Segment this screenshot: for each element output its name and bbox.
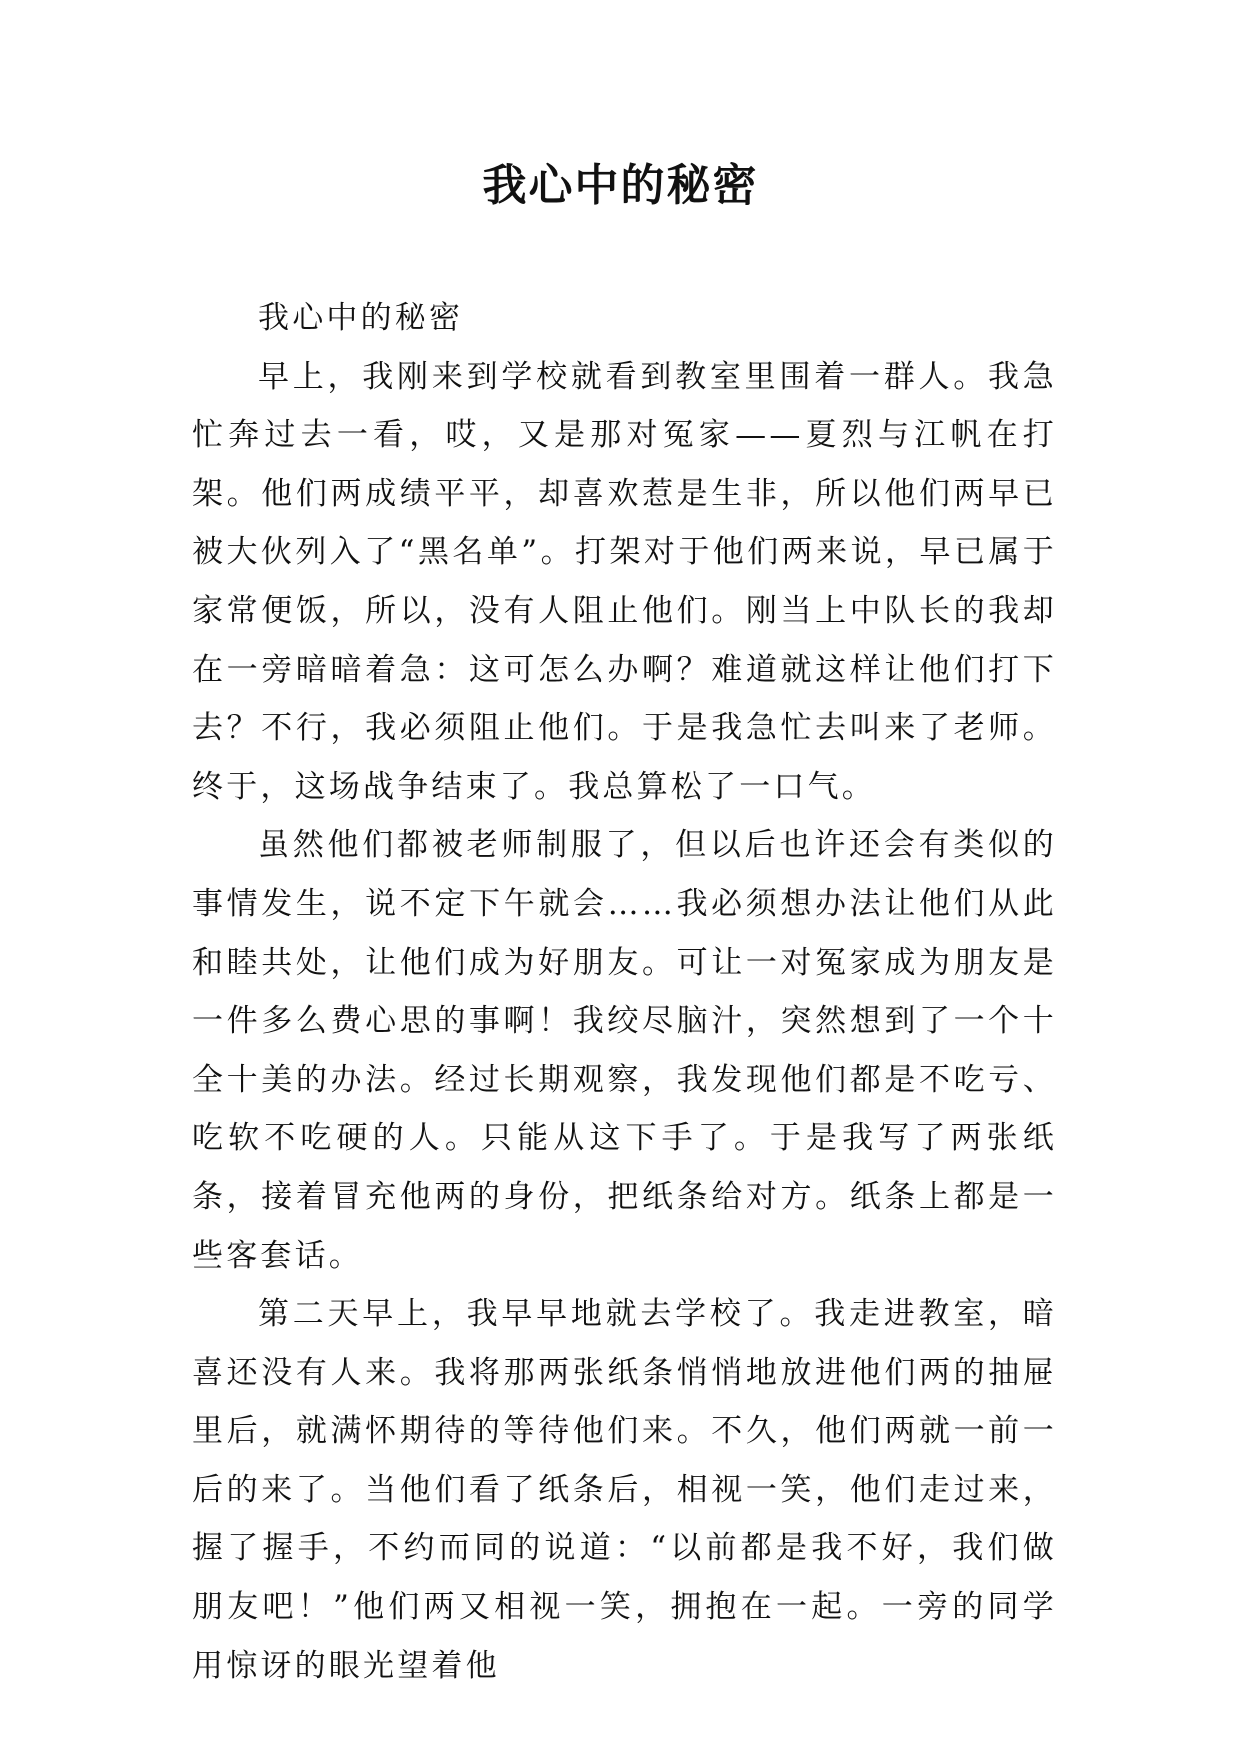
paragraph-subtitle: 我心中的秘密	[258, 300, 464, 336]
page-title: 我心中的秘密	[482, 160, 759, 211]
paragraph-next-day: 第二天早上，我早早地就去学校了。我走进教室，暗喜还没有人来。我将那两张纸条悄悄地放进他们两的抽屉里后，就满怀期待的等待他们来。不久，他们两就一前一后的来了。当他们看了纸条后，相视一笑，他们走过来，握了握手，不约而同的说道：“以前都是我不好，我们做朋友吧！”他们两又相视一笑，拥抱在一起。一旁的同学用惊讶的眼光望着他	[192, 1296, 1057, 1684]
paragraph-plan: 虽然他们都被老师制服了，但以后也许还会有类似的事情发生，说不定下午就会……我必须想办法让他们从此和睦共处，让他们成为好朋友。可让一对冤家成为朋友是一件多么费心思的事啊！我绞尽脑汁，突然想到了一个十全十美的办法。经过长期观察，我发现他们都是不吃亏、吃软不吃硬的人。只能从这下手了。于是我写了两张纸条，接着冒充他两的身份，把纸条给对方。纸条上都是一些客套话。	[192, 827, 1057, 1274]
document-body	[192, 289, 1057, 1695]
paragraph-fight: 早上，我刚来到学校就看到教室里围着一群人。我急忙奔过去一看，哎，又是那对冤家——夏烈与江帆在打架。他们两成绩平平，却喜欢惹是生非，所以他们两早已被大伙列入了“黑名单”。打架对于他们两来说，早已属于家常便饭，所以，没有人阻止他们。刚当上中队长的我却在一旁暗暗着急：这可怎么办啊？难道就这样让他们打下去？不行，我必须阻止他们。于是我急忙去叫来了老师。终于，这场战争结束了。我总算松了一口气。	[192, 358, 1057, 805]
